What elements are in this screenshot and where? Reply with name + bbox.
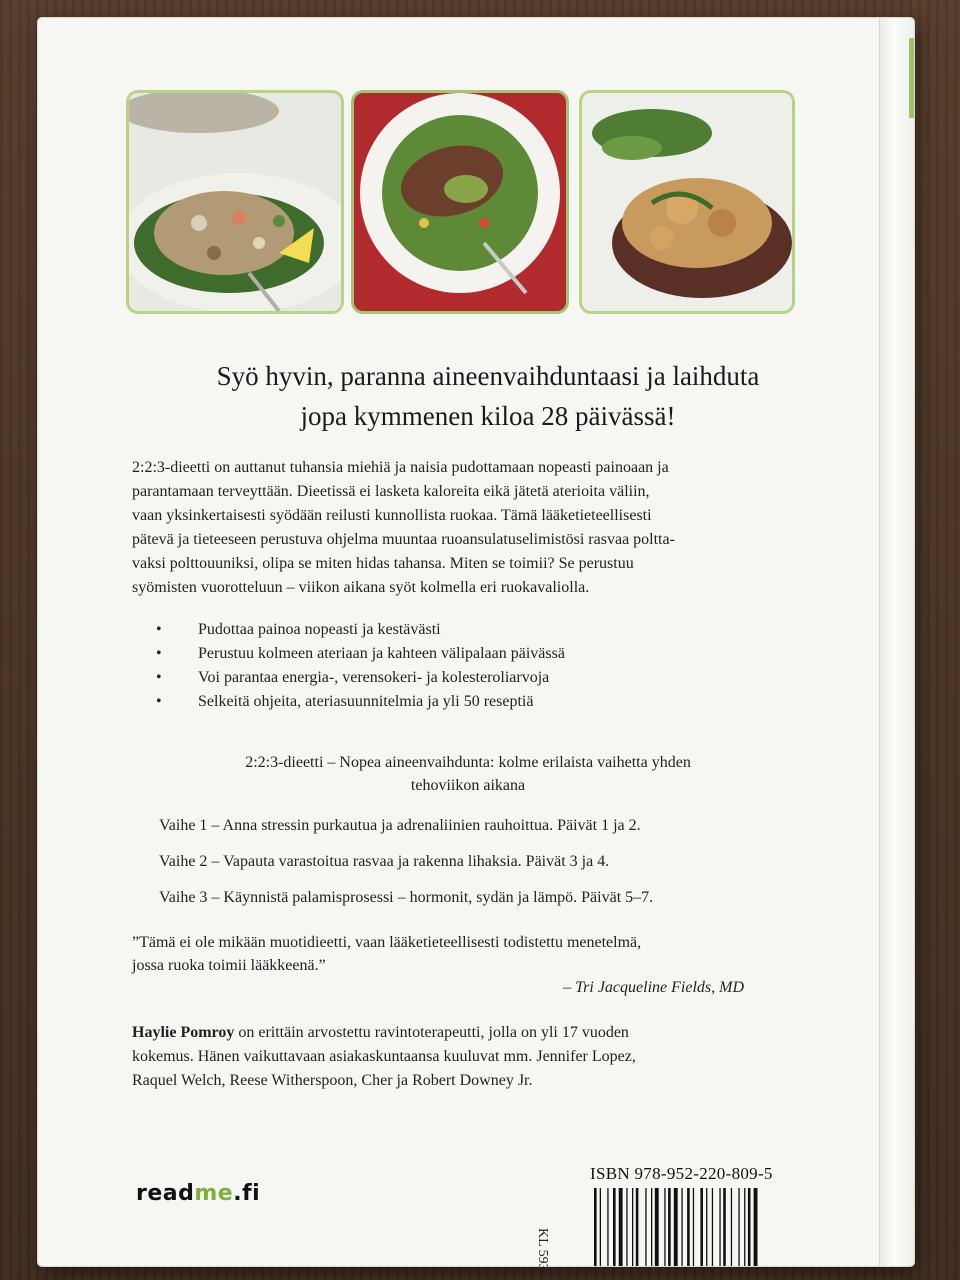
bio-line-3: Raquel Welch, Reese Witherspoon, Cher ja Robert Downey Jr. — [132, 1072, 533, 1089]
author-bio — [132, 1021, 772, 1093]
phase-heading — [158, 751, 778, 797]
spine-accent-stripe — [909, 38, 914, 118]
phase-2: Vaihe 2 – Vapauta varastoitua rasvaa ja rakenna lihaksia. Päivät 3 ja 4. — [159, 853, 610, 870]
phase-heading-line-1: 2:2:3-dieetti – Nopea aineenvaihdunta: kolme erilaista vaihetta yhden — [245, 754, 691, 771]
barcode — [592, 1188, 788, 1266]
chicken-quinoa-photo — [579, 90, 795, 314]
benefit-item: • Pudottaa painoa nopeasti ja kestävästi — [156, 618, 565, 642]
intro-line: vaksi polttouuniksi, olipa se miten hidas tahansa. Miten se toimii? Se perustuu — [132, 555, 634, 572]
intro-line: pätevä ja tieteeseen perustuva ohjelma muuntaa ruoansulatuselimistösi rasvaa poltta- — [132, 531, 675, 548]
book-spine-edge — [879, 18, 914, 1266]
quote-line-2: jossa ruoka toimii lääkkeenä.” — [132, 957, 326, 974]
intro-line: 2:2:3-dieetti on auttanut tuhansia miehiä ja naisia pudottamaan nopeasti painoaan ja — [132, 459, 669, 476]
quote-line-1: ”Tämä ei ole mikään muotidieetti, vaan lääketieteellisesti todistettu menetelmä, — [132, 934, 642, 951]
author-name: Haylie Pomroy — [132, 1024, 235, 1041]
endorsement-quote — [132, 931, 792, 977]
tuna-salad-photo — [126, 90, 344, 314]
intro-line: syömisten vuorotteluun – viikon aikana syöt kolmella eri ruokavaliolla. — [132, 579, 590, 596]
isbn-label: ISBN 978-952-220-809-5 — [590, 1164, 773, 1183]
headline — [118, 356, 858, 436]
benefit-item: • Perustuu kolmeen ateriaan ja kahteen välipalaan päivässä — [156, 642, 565, 666]
benefit-item: • Voi parantaa energia-, verensokeri- ja kolesteroliarvoja — [156, 666, 565, 690]
intro-line: parantamaan terveyttään. Dieetissä ei lasketa kaloreita eikä jätetä aterioita väliin, — [132, 483, 650, 500]
phase-3: Vaihe 3 – Käynnistä palamisprosessi – hormonit, sydän ja lämpö. Päivät 5–7. — [159, 889, 654, 906]
intro-line: vaan yksinkertaisesti syödään reilusti kunnollista ruokaa. Tämä lääketieteellisesti — [132, 507, 652, 524]
bio-line-1: on erittäin arvostettu ravintoterapeutti, jolla on yli 17 vuoden — [234, 1024, 629, 1041]
headline-line-1: Syö hyvin, paranna aineenvaihduntaasi ja laihduta — [216, 361, 760, 391]
benefit-item: • Selkeitä ohjeita, ateriasuunnitelmia ja yli 50 reseptiä — [156, 690, 565, 714]
headline-line-2: jopa kymmenen kiloa 28 päivässä! — [300, 401, 676, 431]
quote-attribution: – Tri Jacqueline Fields, MD — [563, 979, 744, 996]
phase-heading-line-2: tehoviikon aikana — [410, 777, 526, 794]
benefit-list — [156, 618, 565, 714]
intro-paragraph — [132, 456, 790, 600]
bio-line-2: kokemus. Hänen vaikuttavaan asiakaskuntaansa kuuluvat mm. Jennifer Lopez, — [132, 1048, 636, 1065]
publisher-logo: readme.fi — [136, 1181, 261, 1206]
phase-1: Vaihe 1 – Anna stressin purkautua ja adrenaliinien rauhoittua. Päivät 1 ja 2. — [159, 817, 641, 834]
book-back-cover — [38, 18, 914, 1278]
library-class-code: KL 5934 — [535, 1228, 550, 1278]
steak-salad-photo — [351, 90, 569, 314]
